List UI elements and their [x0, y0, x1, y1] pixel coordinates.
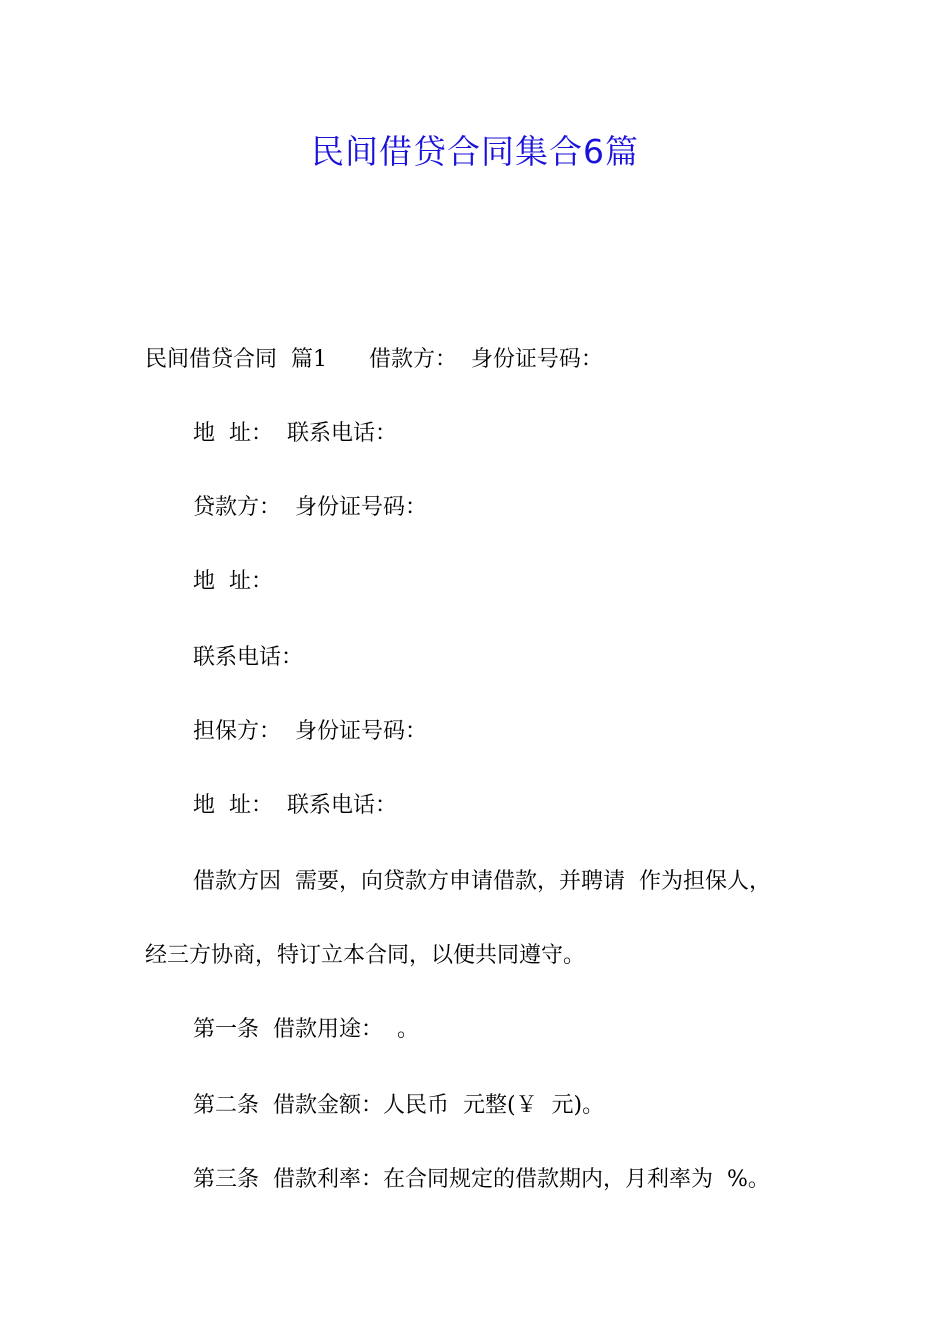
- article-2-line: 第二条 借款金额：人民币 元整(￥ 元)。: [193, 1093, 605, 1118]
- borrower-address-line: 地 址： 联系电话：: [193, 421, 397, 446]
- lender-address-line: 地 址：: [193, 569, 273, 594]
- preamble-line-2: 经三方协商，特订立本合同，以便共同遵守。: [145, 943, 586, 968]
- article-3-line: 第三条 借款利率：在合同规定的借款期内，月利率为 %。: [193, 1167, 770, 1192]
- article-1-line: 第一条 借款用途： 。: [193, 1017, 419, 1042]
- lender-line: 贷款方： 身份证号码：: [193, 495, 427, 520]
- document-title: 民间借贷合同集合6篇: [311, 132, 639, 171]
- lender-phone-line: 联系电话：: [193, 645, 304, 670]
- contract-heading-line: 民间借贷合同 篇1 借款方： 身份证号码：: [145, 347, 603, 372]
- preamble-line-1: 借款方因 需要，向贷款方申请借款，并聘请 作为担保人，: [193, 869, 771, 894]
- guarantor-address-line: 地 址： 联系电话：: [193, 793, 397, 818]
- guarantor-line: 担保方： 身份证号码：: [193, 719, 427, 744]
